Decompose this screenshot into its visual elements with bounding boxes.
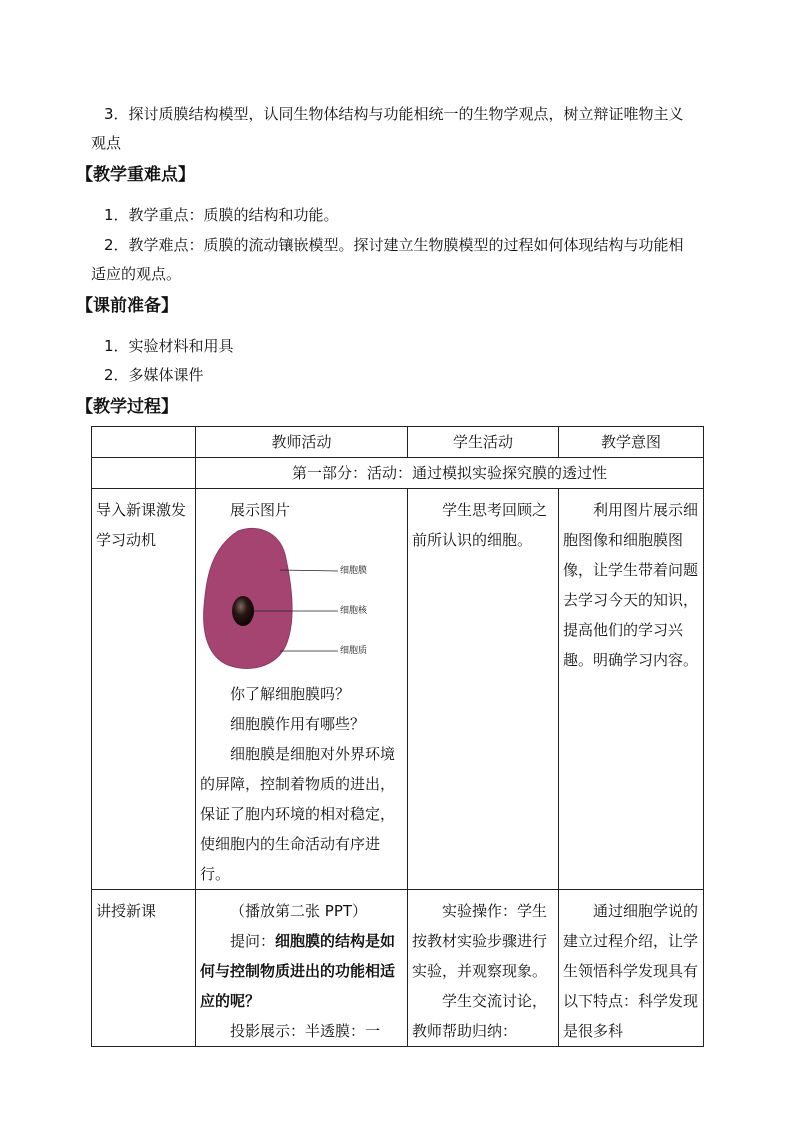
objective-3-line1: 3．探讨质膜结构模型，认同生物体结构与功能相统一的生物学观点，树立辩证唯物主义 [104, 105, 684, 123]
objective-3-line2: 观点 [91, 134, 122, 152]
cell-diagram [200, 525, 403, 675]
key-point-2-line2: 适应的观点。 [91, 265, 182, 283]
heading-key-points: 【教学重难点】 [76, 165, 195, 185]
table-header-row [92, 427, 704, 458]
teacher-ask-question: 细胞膜的结构是如何与控制物质进出的功能相适应的呢？ [200, 932, 396, 1010]
label-cell-membrane: 细胞膜 [340, 566, 368, 576]
prep-item-2: 2．多媒体课件 [104, 366, 204, 384]
key-point-2-line1: 2．教学难点：质膜的流动镶嵌模型。探讨建立生物膜模型的过程如何体现结构与功能相 [104, 236, 684, 254]
nucleus [232, 596, 254, 626]
student-experiment: 实验操作：学生按教材实验步骤进行实验，并观察现象。 [412, 902, 548, 980]
teacher-show-picture: 展示图片 [230, 501, 291, 519]
teacher-question-2: 细胞膜作用有哪些？ [230, 715, 366, 733]
label-nucleus: 细胞核 [340, 606, 368, 616]
label-cytoplasm: 细胞质 [340, 646, 368, 656]
teacher-ask [200, 926, 403, 1016]
teaching-process-table [91, 426, 704, 1047]
stage-cell [92, 489, 196, 890]
part1-empty-cell [92, 458, 196, 489]
intent-new-lesson: 通过细胞学说的建立过程介绍，让学生领悟科学发现具有以下特点：科学发现是很多科 [563, 902, 699, 1040]
teacher-explanation: 细胞膜是细胞对外界环境的屏障，控制着物质的进出，保证了胞内环境的相对稳定，使细胞内的生命活动有序进行。 [200, 745, 396, 883]
teacher-play-ppt: （播放第二张 PPT） [230, 902, 368, 920]
key-point-1: 1．教学重点：质膜的结构和功能。 [104, 206, 339, 224]
teacher-projection: 投影展示：半透膜：一 [230, 1022, 381, 1040]
stage-cell [92, 890, 196, 1047]
intent-cell [559, 890, 704, 1047]
table-row [92, 489, 704, 890]
header-teacher-activity: 教师活动 [196, 427, 408, 458]
header-student-activity: 学生活动 [408, 427, 559, 458]
heading-teaching-process: 【教学过程】 [76, 397, 178, 417]
student-cell [408, 489, 559, 890]
stage-new-lesson: 讲授新课 [96, 902, 157, 920]
prep-item-1: 1．实验材料和用具 [104, 337, 234, 355]
intent-intro: 利用图片展示细胞图像和细胞膜图像，让学生带着问题去学习今天的知识，提高他们的学习兴趣。明确学习内容。 [563, 501, 699, 669]
header-teaching-intent: 教学意图 [559, 427, 704, 458]
student-discussion: 学生交流讨论，教师帮助归纳： [412, 992, 548, 1040]
teacher-cell [196, 890, 408, 1047]
teacher-ask-prefix: 提问： [230, 932, 276, 950]
intent-cell [559, 489, 704, 890]
table-row [92, 890, 704, 1047]
header-stage [92, 427, 196, 458]
part1-title: 第一部分：活动：通过模拟实验探究膜的透过性 [196, 458, 704, 489]
heading-preparation: 【课前准备】 [76, 296, 178, 316]
part1-title-row [92, 458, 704, 489]
student-cell [408, 890, 559, 1047]
teacher-cell [196, 489, 408, 890]
cell-illustration [200, 525, 400, 675]
student-activity-intro: 学生思考回顾之前所认识的细胞。 [412, 501, 548, 549]
stage-intro: 导入新课激发学习动机 [96, 501, 187, 549]
teacher-question-1: 你了解细胞膜吗？ [230, 685, 351, 703]
